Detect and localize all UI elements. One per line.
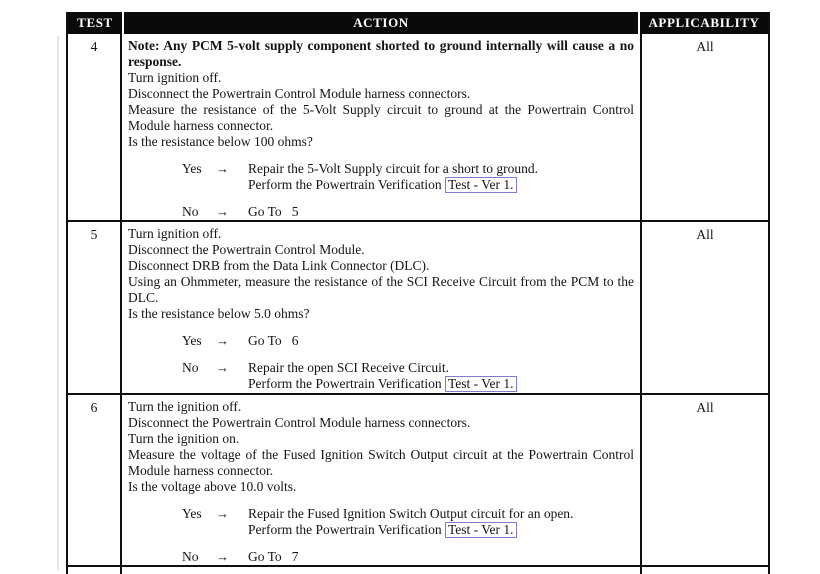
branch-result: Repair the 5-Volt Supply circuit for a short to ground. [248, 161, 538, 176]
action-step: Measure the resistance of the 5-Volt Supply circuit to ground at the Powertrain Control Module harness connector. [128, 102, 634, 133]
branch-yes [128, 333, 634, 349]
arrow-right-icon: → [216, 360, 229, 375]
arrow-right-icon: → [216, 333, 229, 348]
verification-prefix: Perform the Powertrain Verification [248, 522, 442, 537]
action-step: Turn the ignition off. [128, 399, 242, 414]
branch-label: No [182, 204, 199, 219]
goto-line: Go To 6 [248, 333, 299, 348]
diagnostic-table [66, 12, 770, 574]
verification-prefix: Perform the Powertrain Verification [248, 177, 442, 192]
test-row-5 [68, 220, 768, 393]
branch-text [248, 506, 634, 538]
test-row-6 [68, 393, 768, 565]
action-step: Disconnect the Powertrain Control Module. [128, 242, 365, 257]
action-step: Turn ignition off. [128, 226, 222, 241]
action-cell [122, 395, 642, 565]
branch-label: Yes [182, 333, 202, 348]
branch-result: Repair the Fused Ignition Switch Output circuit for an open. [248, 506, 574, 521]
question-line: Is the resistance below 5.0 ohms? [128, 306, 310, 321]
arrow-right-icon: → [216, 549, 229, 564]
branch-result: Repair the open SCI Receive Circuit. [248, 360, 449, 375]
test-number-cell: 4 [68, 34, 122, 220]
arrow-right-icon: → [216, 506, 229, 521]
action-step: Turn the ignition on. [128, 431, 240, 446]
verification-line [248, 177, 634, 193]
verification-prefix: Perform the Powertrain Verification [248, 376, 442, 391]
action-note: Note: Any PCM 5-volt supply component shorted to ground internally will cause a no response. [128, 38, 634, 69]
branch-label: No [182, 549, 199, 564]
header-cell-action: ACTION [124, 12, 638, 34]
action-cell [122, 222, 642, 393]
action-step: Measure the voltage of the Fused Ignition Switch Output circuit at the Powertrain Control Module harness connector. [128, 447, 634, 478]
branch-text [248, 161, 634, 193]
powertrain-verification-link[interactable]: Test - Ver 1. [445, 376, 517, 392]
question-line: Is the resistance below 100 ohms? [128, 134, 313, 149]
action-cell [122, 567, 642, 574]
branch-label: No [182, 360, 199, 375]
applicability-cell [642, 567, 768, 574]
test-number-cell: 6 [68, 395, 122, 565]
action-cell [122, 34, 642, 220]
applicability-cell: All [696, 227, 714, 242]
goto-line: Go To 7 [248, 549, 299, 564]
branch-label: Yes [182, 161, 202, 176]
branch-no [128, 204, 634, 220]
branch-text [248, 360, 634, 392]
action-step: Using an Ohmmeter, measure the resistance of the SCI Receive Circuit from the PCM to the DLC. [128, 274, 634, 305]
verification-line [248, 522, 634, 538]
applicability-cell: All [696, 400, 714, 415]
table-header [68, 12, 768, 34]
action-step: Disconnect the Powertrain Control Module harness connectors. [128, 86, 471, 101]
verification-line [248, 376, 634, 392]
branch-yes [128, 161, 634, 193]
action-step: Disconnect the Powertrain Control Module harness connectors. [128, 415, 471, 430]
arrow-right-icon: → [216, 161, 229, 176]
header-cell-test: TEST [68, 12, 122, 34]
applicability-cell: All [696, 39, 714, 54]
branch-text [248, 549, 634, 565]
goto-line: Go To 5 [248, 204, 299, 219]
branch-no [128, 360, 634, 392]
branch-text [248, 333, 634, 349]
branch-label: Yes [182, 506, 202, 521]
branch-text [248, 204, 634, 220]
scan-artifact-line [57, 36, 59, 570]
arrow-right-icon: → [216, 204, 229, 219]
header-cell-applicability: APPLICABILITY [640, 12, 768, 34]
test-number-cell [68, 567, 122, 574]
test-row-4 [68, 34, 768, 220]
action-step: Turn ignition off. [128, 70, 222, 85]
branch-no [128, 549, 634, 565]
action-step: Disconnect DRB from the Data Link Connector (DLC). [128, 258, 430, 273]
partial-next-row [68, 565, 768, 574]
question-line: Is the voltage above 10.0 volts. [128, 479, 297, 494]
powertrain-verification-link[interactable]: Test - Ver 1. [445, 522, 517, 538]
branch-yes [128, 506, 634, 538]
test-number-cell: 5 [68, 222, 122, 393]
powertrain-verification-link[interactable]: Test - Ver 1. [445, 177, 517, 193]
